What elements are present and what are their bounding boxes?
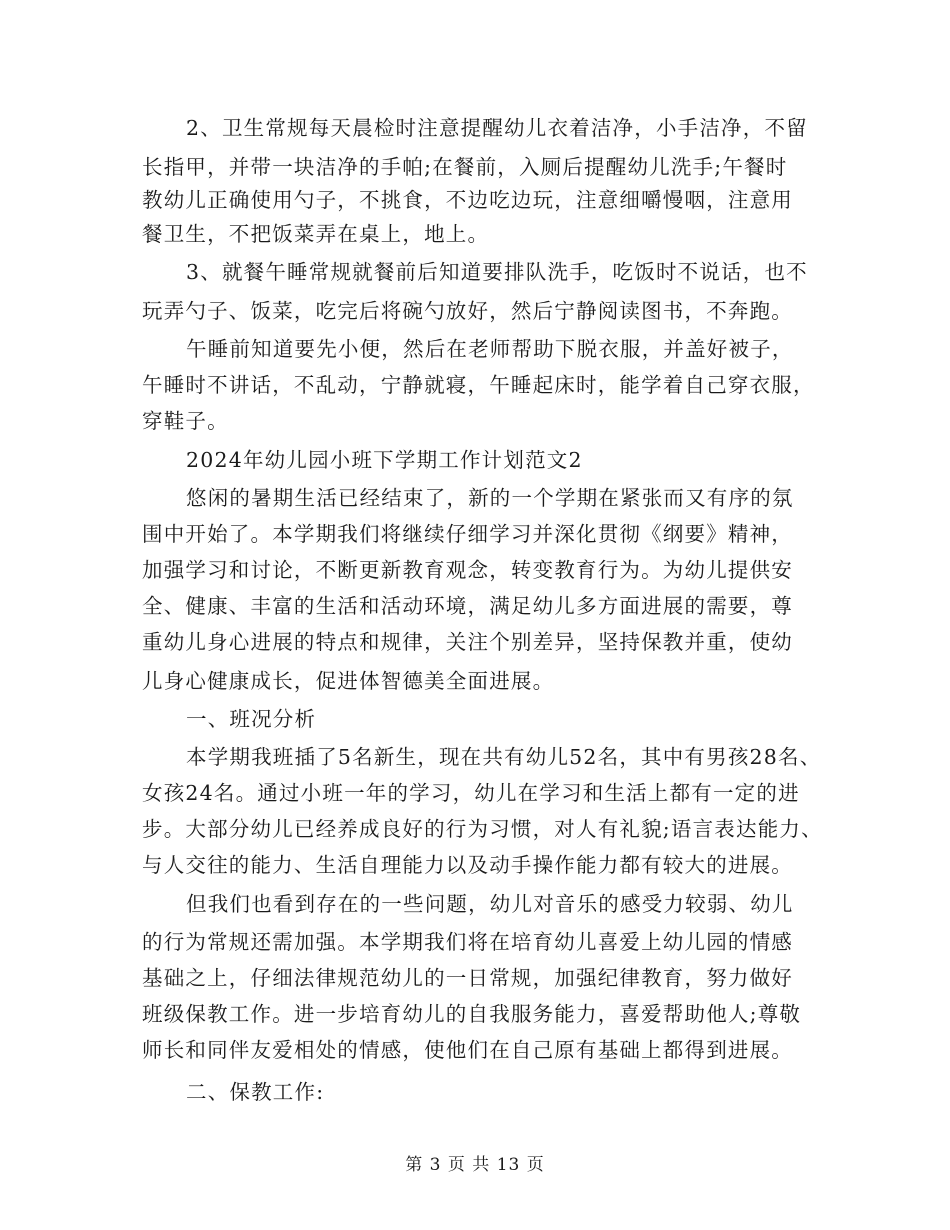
paragraph-line: 午睡时不讲话，不乱动，宁静就寝，午睡起床时，能学着自己穿衣服，: [142, 373, 815, 397]
paragraph-line: 全、健康、丰富的生活和活动环境，满足幼儿多方面进展的需要，尊: [142, 594, 793, 618]
section-heading: 一、班况分析: [186, 707, 317, 731]
paragraph-line: 但我们也看到存在的一些问题，幼儿对音乐的感受力较弱、幼儿: [186, 892, 794, 916]
paragraph-line: 3、就餐午睡常规就餐前后知道要排队洗手，吃饭时不说话，也不: [186, 260, 808, 284]
paragraph-line: 午睡前知道要先小便，然后在老师帮助下脱衣服，并盖好被子，: [186, 337, 794, 361]
paragraph-line: 本学期我班插了5名新生，现在共有幼儿52名，其中有男孩28名、: [186, 745, 822, 769]
paragraph-line: 围中开始了。本学期我们将继续仔细学习并深化贯彻《纲要》精神，: [142, 522, 793, 546]
paragraph-line: 与人交往的能力、生活自理能力以及动手操作能力都有较大的进展。: [142, 853, 793, 877]
paragraph-line: 的行为常规还需加强。本学期我们将在培育幼儿喜爱上幼儿园的情感: [142, 930, 793, 954]
paragraph-line: 基础之上，仔细法律规范幼儿的一日常规，加强纪律教育，努力做好: [142, 966, 793, 990]
paragraph-line: 女孩24名。通过小班一年的学习，幼儿在学习和生活上都有一定的进: [142, 781, 800, 805]
paragraph-line: 玩弄勺子、饭菜，吃完后将碗勺放好，然后宁静阅读图书，不奔跑。: [142, 299, 793, 323]
paragraph-line: 加强学习和讨论，不断更新教育观念，转变教育行为。为幼儿提供安: [142, 558, 793, 582]
paragraph-line: 步。大部分幼儿已经养成良好的行为习惯，对人有礼貌;语言表达能力、: [142, 817, 823, 841]
paragraph-line: 餐卫生，不把饭菜弄在桌上，地上。: [142, 222, 490, 246]
paragraph-line: 穿鞋子。: [142, 409, 229, 433]
paragraph-line: 悠闲的暑期生活已经结束了，新的一个学期在紧张而又有序的氛: [186, 486, 794, 510]
section-title: 2024年幼儿园小班下学期工作计划范文2: [186, 448, 583, 472]
paragraph-line: 重幼儿身心进展的特点和规律，关注个别差异，坚持保教并重，使幼: [142, 630, 793, 654]
paragraph-line: 长指甲，并带一块洁净的手帕;在餐前，入厕后提醒幼儿洗手;午餐时: [142, 155, 788, 179]
paragraph-line: 班级保教工作。进一步培育幼儿的自我服务能力，喜爱帮助他人;尊敬: [142, 1002, 802, 1026]
paragraph-line: 儿身心健康成长，促进体智德美全面进展。: [142, 669, 555, 693]
section-heading: 二、保教工作:: [186, 1080, 325, 1104]
paragraph-line: 2、卫生常规每天晨检时注意提醒幼儿衣着洁净，小手洁净，不留: [186, 116, 808, 140]
paragraph-line: 教幼儿正确使用勺子，不挑食，不边吃边玩，注意细嚼慢咽，注意用: [142, 188, 793, 212]
page-number-footer: 第 3 页 共 13 页: [405, 1155, 545, 1175]
paragraph-line: 师长和同伴友爱相处的情感，使他们在自己原有基础上都得到进展。: [142, 1038, 793, 1062]
